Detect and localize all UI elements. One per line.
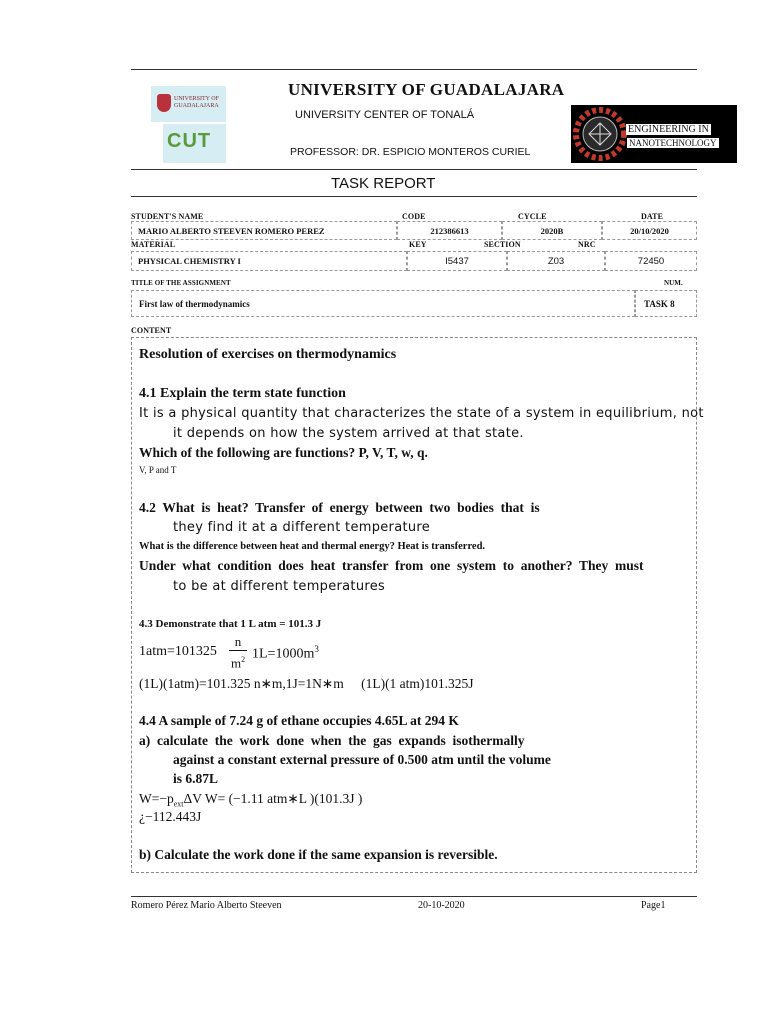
student-name-field xyxy=(131,221,397,240)
num-label: NUM. xyxy=(664,279,683,287)
footer-rule xyxy=(131,896,697,897)
date-field xyxy=(602,221,697,240)
nrc-label: NRC xyxy=(578,240,596,249)
assignment-title-label: TITLE OF THE ASSIGNMENT xyxy=(131,279,231,287)
q41-subquestion: Which of the following are functions? P, V, T, w, q. xyxy=(139,445,428,460)
cycle-label: CYCLE xyxy=(518,212,547,221)
assignment-title-field xyxy=(131,290,635,317)
q44b-line: b) Calculate the work done if the same expansion is reversible. xyxy=(139,847,498,862)
udg-logo xyxy=(151,86,226,122)
top-rule xyxy=(131,69,697,70)
q44a-line3: is 6.87L xyxy=(173,771,219,786)
equation-4: ¿−112.443J xyxy=(139,809,202,824)
q44-title: 4.4 A sample of 7.24 g of ethane occupies 4.65L at 294 K xyxy=(139,713,459,728)
q42-line2: they find it at a different temperature xyxy=(173,520,431,535)
task-num-field xyxy=(635,290,697,317)
section-value: Z03 xyxy=(547,255,565,267)
q42-line3: What is the difference between heat and thermal energy? Heat is transferred. xyxy=(139,541,486,552)
material-value: PHYSICAL CHEMISTRY I xyxy=(138,256,241,266)
q41-answer-line2: it depends on how the system arrived at that state. xyxy=(173,426,524,441)
q44a-line1: a) calculate the work done when the gas expands isothermally xyxy=(139,733,525,748)
material-field xyxy=(131,251,407,271)
eq2-left: (1L)(1atm)=101.325 n∗m,1J=1N∗m xyxy=(139,676,344,691)
code-label: CODE xyxy=(402,212,426,221)
assignment-title-value: First law of thermodynamics xyxy=(139,298,250,309)
cycle-value: 2020B xyxy=(540,225,564,236)
cycle-field xyxy=(502,221,602,240)
equation-3 xyxy=(139,791,362,809)
content-heading: Resolution of exercises on thermodynamics xyxy=(139,347,397,362)
eq3-left: W=−p xyxy=(139,791,174,806)
content-label: CONTENT xyxy=(131,326,172,335)
engineering-logo-line1: ENGINEERING IN xyxy=(628,124,709,135)
nanotube-gear-icon xyxy=(571,105,629,163)
student-name-label: STUDENT'S NAME xyxy=(131,212,204,221)
task-num-value: TASK 8 xyxy=(644,298,675,309)
q41-title: 4.1 Explain the term state function xyxy=(139,386,346,401)
footer-date: 20-10-2020 xyxy=(418,900,465,911)
udg-seal-icon xyxy=(157,94,171,112)
code-value: 212386613 xyxy=(430,225,469,236)
section-label: SECTION xyxy=(484,240,521,249)
header-rule-1 xyxy=(131,169,697,170)
eq1-numerator: n xyxy=(234,634,242,649)
cut-logo-text: CUT xyxy=(167,130,212,152)
university-center: UNIVERSITY CENTER OF TONALÁ xyxy=(295,109,475,121)
q42-line1: 4.2 What is heat? Transfer of energy between two bodies that is xyxy=(139,500,540,515)
nrc-value: 72450 xyxy=(637,255,665,267)
eq3-right: ΔV W= (−1.11 atm∗L )(101.3J ) xyxy=(183,791,363,806)
key-value: I5437 xyxy=(445,255,469,267)
material-label: MATERIAL xyxy=(131,240,176,249)
eq1-fraction xyxy=(229,634,247,670)
eq1-fraction-bar xyxy=(229,650,247,651)
equation-2 xyxy=(139,676,474,692)
eq2-right: (1L)(1 atm)101.325J xyxy=(361,676,474,691)
engineering-logo xyxy=(571,105,737,163)
nrc-field xyxy=(605,251,697,271)
eq1-denominator-exp: 2 xyxy=(241,655,246,664)
engineering-logo-line2: NANOTECHNOLOGY xyxy=(626,137,720,149)
key-field xyxy=(407,251,507,271)
code-field xyxy=(397,221,502,240)
eq1-denominator: m xyxy=(230,655,242,671)
cut-logo xyxy=(163,124,226,163)
eq1-left: 1atm=101325 xyxy=(139,644,217,659)
date-value: 20/10/2020 xyxy=(630,225,669,236)
eq1-right xyxy=(252,644,319,663)
university-title: UNIVERSITY OF GUADALAJARA xyxy=(288,80,565,99)
q41-subanswer: V, P and T xyxy=(139,465,177,475)
header-rule-2 xyxy=(131,196,697,197)
report-title: TASK REPORT xyxy=(331,175,436,192)
date-label: DATE xyxy=(641,212,664,221)
student-name-value: MARIO ALBERTO STEEVEN ROMERO PEREZ xyxy=(138,225,325,236)
udg-logo-text: UNIVERSITY OF GUADALAJARA xyxy=(174,96,219,109)
q44a-line2: against a constant external pressure of 0.500 atm until the volume xyxy=(173,752,551,767)
q42-line5: to be at different temperatures xyxy=(173,579,386,594)
eq1-right-text: 1L=1000m xyxy=(252,646,315,662)
section-field xyxy=(507,251,605,271)
q42-line4: Under what condition does heat transfer from one system to another? They must xyxy=(139,558,644,573)
q41-answer-line1: It is a physical quantity that characterizes the state of a system in equilibrium, not xyxy=(139,406,704,421)
key-label: KEY xyxy=(409,240,427,249)
footer-author: Romero Pérez Mario Alberto Steeven xyxy=(131,900,282,911)
q43-title: 4.3 Demonstrate that 1 L atm = 101.3 J xyxy=(139,618,322,630)
eq1-right-exp: 3 xyxy=(314,644,319,654)
eq3-subscript: ext xyxy=(173,799,184,809)
footer-page: Page1 xyxy=(641,900,666,911)
professor-name: PROFESSOR: DR. ESPICIO MONTEROS CURIEL xyxy=(290,146,531,158)
